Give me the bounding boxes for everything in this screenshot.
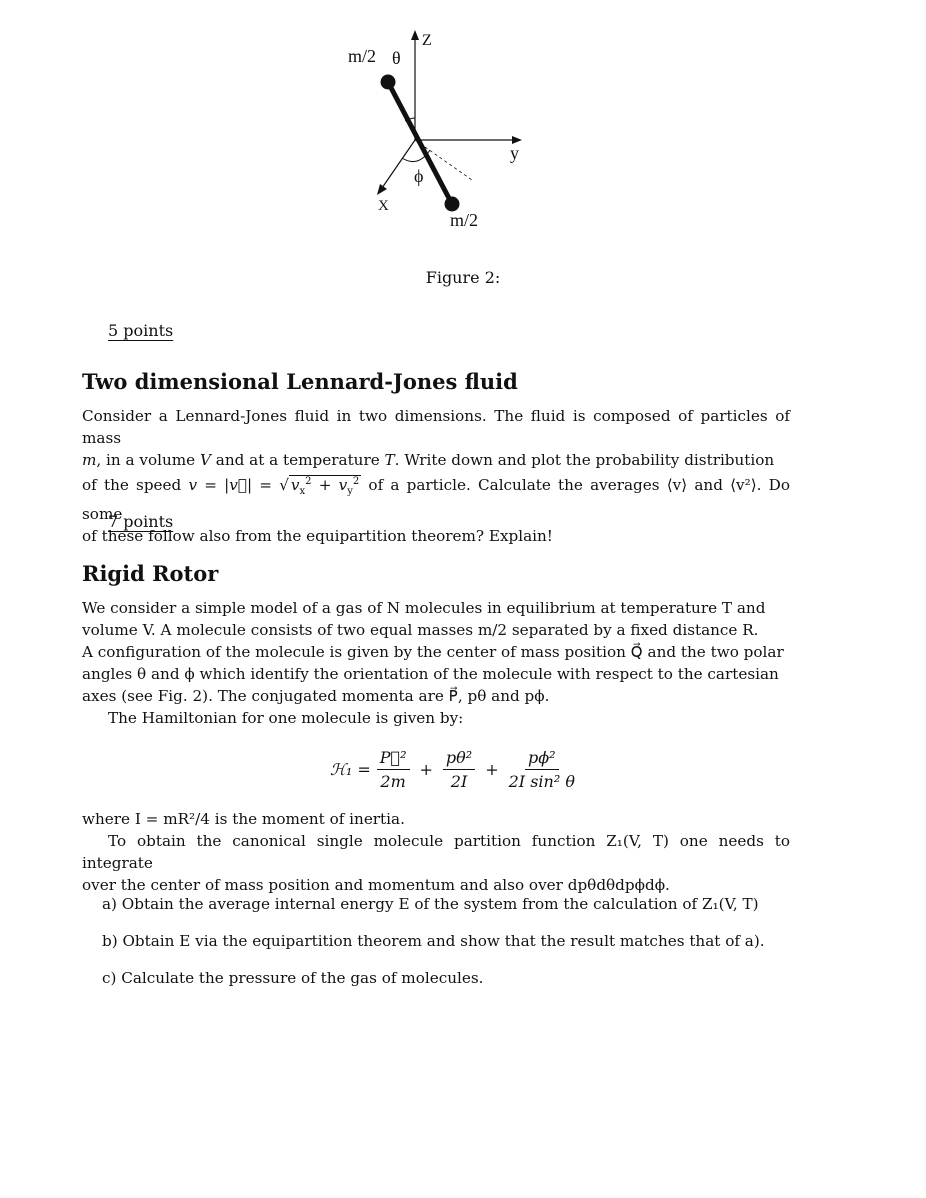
mass-top: [381, 75, 396, 90]
figure-caption: Figure 2:: [425, 268, 501, 287]
section1-body: [82, 405, 790, 547]
z-arrowhead: [411, 30, 419, 40]
s2-line5: axes (see Fig. 2). The conjugated momenta are P⃗, pθ and pϕ.: [82, 687, 550, 705]
section2-body: [82, 597, 790, 729]
s1-line1: Consider a Lennard-Jones fluid in two dimensions. The fluid is composed of particles of mass: [82, 407, 790, 447]
s2-line6: The Hamiltonian for one molecule is given by:: [108, 709, 464, 727]
x-arrowhead: [377, 184, 387, 195]
section2-title: Rigid Rotor: [82, 561, 219, 586]
eq-term3: $\frac{\text{pϕ²}}{\text{2I sin² θ}}$: [508, 748, 575, 791]
label-mass-bottom: m/2: [450, 210, 479, 230]
section2-points: 7 points: [108, 512, 174, 531]
s2-line7: where I = mR²/4 is the moment of inertia.: [82, 810, 405, 828]
s2-line8: To obtain the canonical single molecule partition function Z₁(V, T) one needs to integrate: [82, 832, 790, 872]
eq-lhs: ℋ₁ =: [330, 760, 371, 779]
label-y: y: [510, 143, 519, 163]
s1-line3: of the speed v = |v⃗| = √ $v_x^2 + v_y^2$ of a particle. Calculate the averages ⟨v⟩ and ⟨v²⟩. Do some: [82, 476, 790, 524]
label-mass-top: m/2: [348, 46, 377, 66]
hamiltonian-equation: [330, 748, 581, 791]
task-c: c) Calculate the pressure of the gas of molecules.: [102, 969, 484, 987]
label-z: Z: [422, 32, 432, 49]
s2-line2: volume V. A molecule consists of two equal masses m/2 separated by a fixed distance R.: [82, 621, 759, 639]
x-axis: [382, 140, 415, 188]
label-x: X: [378, 198, 389, 214]
s2-line1: We consider a simple model of a gas of N molecules in equilibrium at temperature T and: [82, 599, 766, 617]
section1-title: Two dimensional Lennard-Jones fluid: [82, 369, 518, 394]
label-theta: θ: [392, 48, 401, 68]
s2-line3: A configuration of the molecule is given by the center of mass position Q⃗ and the two polar: [82, 643, 784, 661]
task-b: b) Obtain E via the equipartition theorem and show that the result matches that of a).: [102, 932, 765, 950]
eq-term2: $\frac{\text{pθ²}}{2I}$: [443, 748, 475, 791]
s1-line2: m, in a volume V and at a temperature T. Write down and plot the probability distribution: [82, 451, 775, 469]
s1-line4: of these follow also from the equipartition theorem? Explain!: [82, 527, 553, 546]
label-phi: ϕ: [414, 166, 424, 186]
rotor-figure: [330, 28, 570, 238]
eq-plus1: +: [419, 760, 433, 779]
eq-term1: $\frac{\text{P⃗²}}{2m}$: [377, 748, 410, 791]
s2-line9: over the center of mass position and momentum and also over dpθdθdpϕdϕ.: [82, 876, 670, 894]
section2-body-cont: [82, 808, 790, 896]
section1-points: 5 points: [108, 321, 174, 340]
eq-plus2: +: [485, 760, 499, 779]
s2-line4: angles θ and ϕ which identify the orientation of the molecule with respect to the cartesian: [82, 665, 779, 683]
task-a: a) Obtain the average internal energy E of the system from the calculation of Z₁(V, T): [102, 895, 759, 913]
